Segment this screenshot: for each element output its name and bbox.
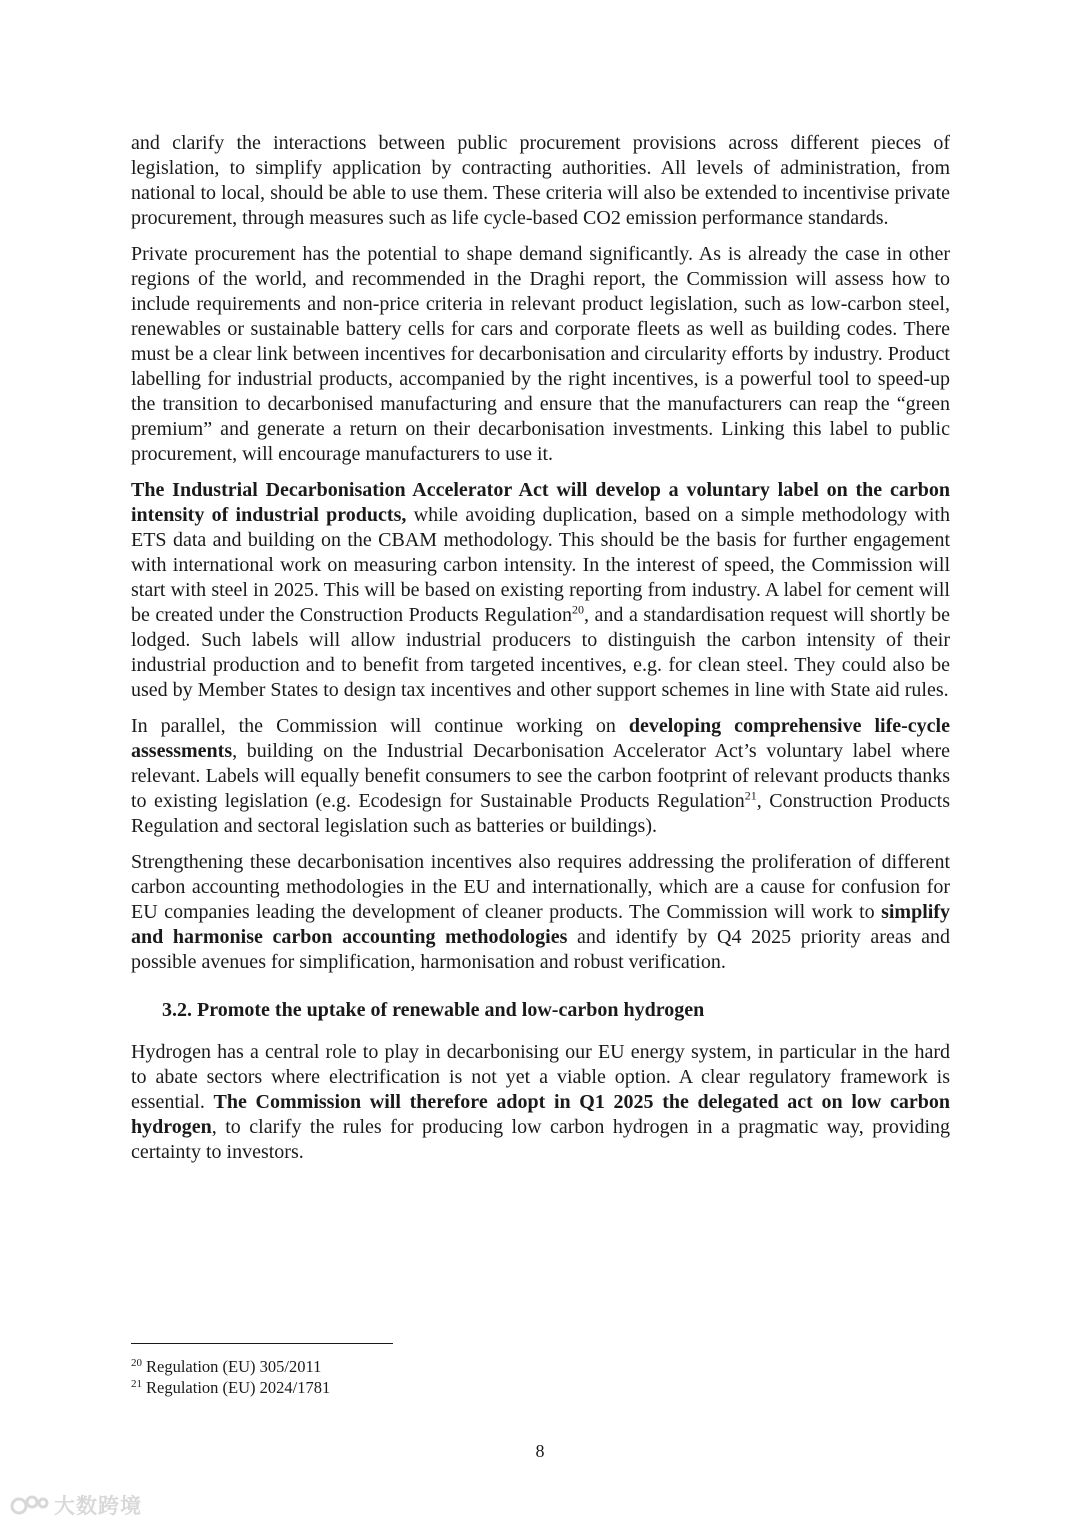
bold-hydrogen: The Commission will therefore adopt in Q1 2025 the delegated act on low carbon hydrogen xyxy=(131,1091,950,1138)
page-number: 8 xyxy=(535,1441,545,1461)
text-segment: Hydrogen has a central role to play in decarbonising our EU energy system, in particular in the hard to abate sectors where electrification is not yet a viable option. A clear regulatory framework is essential. xyxy=(131,1041,950,1113)
bold-carbon-label: The Industrial Decarbonisation Accelerator Act will develop a voluntary label on the carbon intensity of industrial products, xyxy=(131,479,950,526)
section-heading: 3.2. Promote the uptake of renewable and low-carbon hydrogen xyxy=(162,999,705,1021)
watermark-text: 大数跨境 xyxy=(54,1494,142,1518)
watermark xyxy=(10,1490,142,1520)
footnote-ref-21[interactable]: 21 xyxy=(744,788,757,803)
paragraph-hydrogen xyxy=(131,1040,950,1165)
footnotes xyxy=(131,1356,950,1398)
paragraph-carbon-accounting xyxy=(131,850,950,975)
paragraph-procurement-criteria: and clarify the interactions between public procurement provisions across different pieces of legislation, to simplify application by contracting authorities. All levels of administration, from national to local, should be able to use them. These criteria will also be extended to incentivise private procurement, through measures such as life cycle-based CO2 emission performance standards. xyxy=(131,132,950,229)
footnote-divider xyxy=(131,1343,393,1344)
text-segment: , to clarify the rules for producing low carbon hydrogen in a pragmatic way, providing certainty to investors. xyxy=(131,1116,950,1163)
paragraph-carbon-label xyxy=(131,478,950,703)
footnote-number: 20 xyxy=(131,1356,142,1369)
text-segment: , Construction Products Regulation and sectoral legislation such as batteries or buildings). xyxy=(131,790,950,837)
footnote-number: 21 xyxy=(131,1377,142,1390)
text-segment: while avoiding duplication, based on a simple methodology with ETS data and building on the CBAM methodology. This should be the basis for further engagement with international work on measuring carbon intensity. In the interest of speed, the Commission will start with steel in 2025. This will be based on existing reporting from industry. A label for cement will be created under the Construction Products Regulation xyxy=(131,504,950,626)
footnote-21 xyxy=(131,1377,950,1398)
text-segment: , and a standardisation request will shortly be lodged. Such labels will allow industrial producers to distinguish the carbon intensity of their industrial production and to benefit from targeted incentives, e.g. for clean steel. They could also be used by Member States to design tax incentives and other support schemes in line with State aid rules. xyxy=(131,604,950,701)
document-body xyxy=(131,131,950,1176)
text-segment: In parallel, the Commission will continue working on xyxy=(131,715,629,737)
footnote-20 xyxy=(131,1356,950,1377)
bold-carbon-accounting: simplify and harmonise carbon accounting methodologies xyxy=(131,901,950,948)
text-segment: , building on the Industrial Decarbonisation Accelerator Act’s voluntary label where relevant. Labels will equally benefit consumers to see the carbon footprint of relevant products thanks to existing legislation (e.g. Ecodesign for Sustainable Products Regulation xyxy=(131,740,950,812)
footnote-text: Regulation (EU) 2024/1781 xyxy=(146,1378,331,1397)
text-segment: and identify by Q4 2025 priority areas and possible avenues for simplification, harmonisation and robust verification. xyxy=(131,926,951,973)
footnote-text: Regulation (EU) 305/2011 xyxy=(146,1357,322,1376)
watermark-logo-icon xyxy=(10,1492,50,1518)
bold-life-cycle: developing comprehensive life-cycle assessments xyxy=(131,715,950,762)
paragraph-private-procurement: Private procurement has the potential to shape demand significantly. As is already the case in other regions of the world, and recommended in the Draghi report, the Commission will assess how to include requirements and non-price criteria in relevant product legislation, such as low-carbon steel, renewables or sustainable battery cells for cars and corporate fleets as well as building codes. There must be a clear link between incentives for decarbonisation and circularity efforts by industry. Product labelling for industrial products, accompanied by the right incentives, is a powerful tool to speed-up the transition to decarbonised manufacturing and ensure that the manufacturers can reap the “green premium” and generate a return on their decarbonisation investments. Linking this label to public procurement, will encourage manufacturers to use it. xyxy=(131,243,950,465)
paragraph-life-cycle xyxy=(131,714,950,839)
footnote-ref-20[interactable]: 20 xyxy=(571,602,584,617)
text-segment: Strengthening these decarbonisation incentives also requires addressing the proliferation of different carbon accounting methodologies in the EU and internationally, which are a cause for confusion for EU companies leading the development of cleaner products. The Commission will work to xyxy=(131,851,950,923)
